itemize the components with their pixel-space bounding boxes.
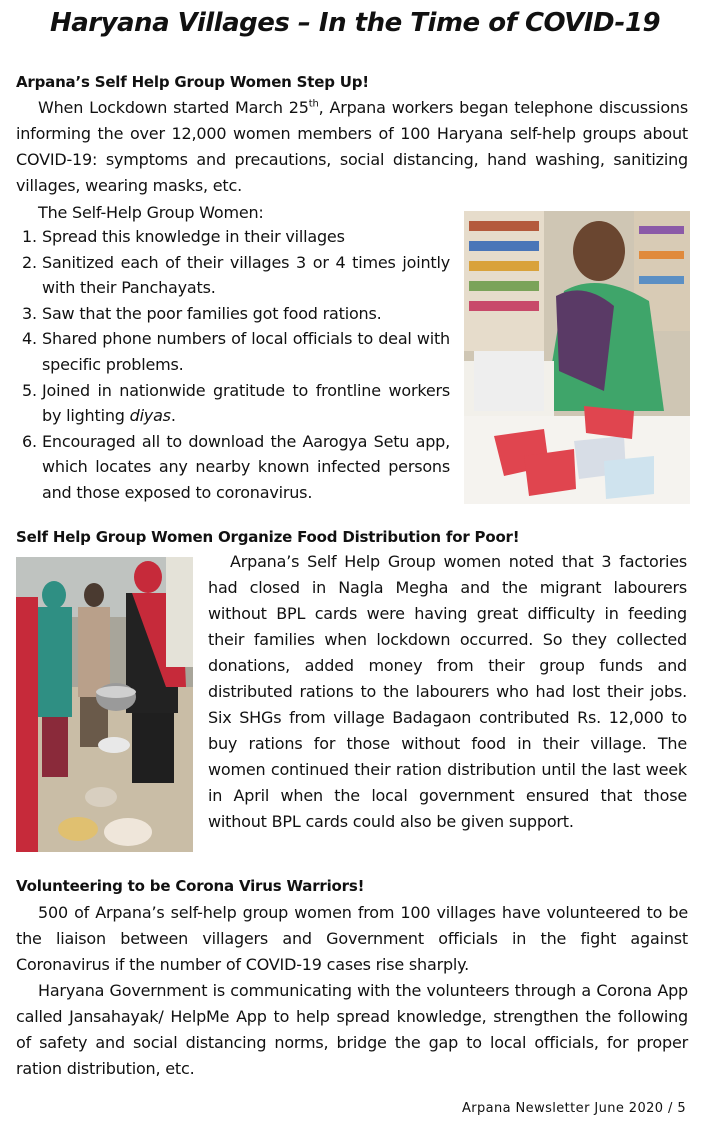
section3-para1: 500 of Arpana’s self-help group women from 100 villages have volunteered to be the liaison between villagers and Government officials in the fight against Coronavirus if the number of COVID-19 cases rise sharply. <box>16 903 688 974</box>
list-intro: The Self-Help Group Women: <box>38 203 264 222</box>
sewing-masks-photo <box>464 211 690 504</box>
actions-list <box>22 224 450 506</box>
section1-intro: When Lockdown started March 25th, Arpana workers began telephone discussions informing the over 12,000 women members of 100 Haryana self-help groups about COVID-19: symptoms and precautions, social distancing, hand washing, sanitizing villages, wearing masks, etc. <box>16 98 688 195</box>
list-item: 4. Shared phone numbers of local officials to deal with specific problems. <box>22 329 450 374</box>
section2-heading: Self Help Group Women Organize Food Distribution for Poor! <box>16 528 520 546</box>
page-title: Haryana Villages – In the Time of COVID-19 <box>49 8 661 38</box>
section3-heading: Volunteering to be Corona Virus Warriors! <box>16 877 365 895</box>
page-footer: Arpana Newsletter June 2020 / 5 <box>461 1101 686 1116</box>
section3-para2: Haryana Government is communicating with the volunteers through a Corona App called Jansahayak/ HelpMe App to help spread knowledge, strengthen the following of safety and social distancing norms, bridge the gap to local officials, for proper ration distribution, etc. <box>16 981 688 1078</box>
list-item: 1. Spread this knowledge in their villages <box>22 227 345 246</box>
list-item: 5. Joined in nationwide gratitude to frontline workers by lighting diyas. <box>22 380 450 426</box>
list-item: 6. Encouraged all to download the Aarogya Setu app, which locates any nearby known infected persons and those exposed to coronavirus. <box>22 431 450 502</box>
section2-body: Arpana’s Self Help Group women noted that 3 factories had closed in Nagla Megha and the migrant labourers without BPL cards were having great difficulty in feeding their families when lockdown occurred. So they collected donations, added money from their group funds and distributed rations to the labourers who had lost their jobs. Six SHGs from village Badagaon contributed Rs. 12,000 to buy rations for those without food in their village. The women continued their ration distribution until the last week in April when the local government ensured that those without BPL cards could also be given support. <box>208 552 687 831</box>
list-item: 3. Saw that the poor families got food rations. <box>22 303 382 323</box>
list-item: 2. Sanitized each of their villages 3 or 4 times jointly with their Panchayats. <box>22 252 450 298</box>
section1-heading: Arpana’s Self Help Group Women Step Up! <box>16 73 369 91</box>
food-distribution-photo <box>16 557 193 852</box>
